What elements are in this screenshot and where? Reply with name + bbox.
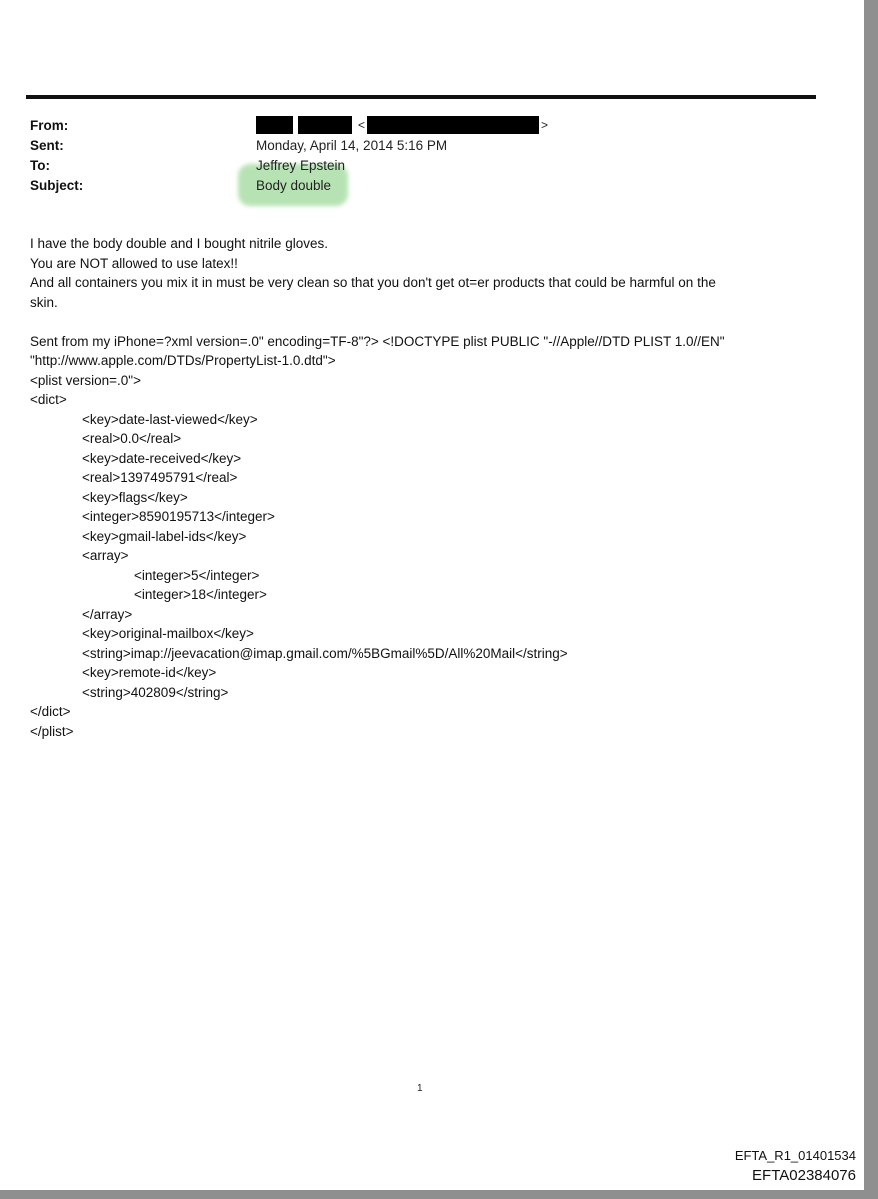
body-line: <array> xyxy=(82,548,129,563)
redaction-bar xyxy=(367,116,539,134)
sent-label: Sent: xyxy=(30,138,64,153)
body-line: <key>remote-id</key> xyxy=(82,665,217,680)
body-line: skin. xyxy=(30,295,58,310)
body-line: </plist> xyxy=(30,724,74,739)
body-line: </array> xyxy=(82,607,133,622)
page-edge-right xyxy=(864,0,878,1199)
body-line: Sent from my iPhone=?xml version=.0" encoding=TF-8"?> <!DOCTYPE plist PUBLIC "-//Apple//DTD PLIST 1.0//EN" xyxy=(30,334,725,349)
sent-value: Monday, April 14, 2014 5:16 PM xyxy=(256,138,448,153)
to-label: To: xyxy=(30,158,50,173)
body-line: <string>imap://jeevacation@imap.gmail.com/%5BGmail%5D/All%20Mail</string> xyxy=(82,646,568,661)
body-line: <key>flags</key> xyxy=(82,490,188,505)
body-line: "http://www.apple.com/DTDs/PropertyList-1.0.dtd"> xyxy=(30,353,336,368)
body-line: <key>date-last-viewed</key> xyxy=(82,412,258,427)
subject-value: Body double xyxy=(256,178,332,193)
header-rule xyxy=(26,95,816,99)
body-line: <real>1397495791</real> xyxy=(82,470,238,485)
from-label: From: xyxy=(30,118,69,133)
body-line: <integer>5</integer> xyxy=(134,568,260,583)
subject-label: Subject: xyxy=(30,178,84,193)
from-close-bracket: > xyxy=(541,118,549,132)
page-number: 1 xyxy=(417,1083,423,1094)
body-line: You are NOT allowed to use latex!! xyxy=(30,256,238,271)
body-line: I have the body double and I bought nitrile gloves. xyxy=(30,236,328,251)
body-line: <plist version=.0"> xyxy=(30,373,141,388)
body-line: And all containers you mix it in must be very clean so that you don't get ot=er products that could be harmful on the xyxy=(30,275,716,290)
from-open-bracket: < xyxy=(358,118,366,132)
bates-number-secondary: EFTA02384076 xyxy=(752,1167,856,1184)
body-line: <dict> xyxy=(30,392,67,407)
body-line: <integer>18</integer> xyxy=(134,587,267,602)
body-line: <key>gmail-label-ids</key> xyxy=(82,529,247,544)
body-line: <string>402809</string> xyxy=(82,685,229,700)
redaction-bar xyxy=(298,116,352,134)
redaction-bar xyxy=(256,116,293,134)
body-line: <key>original-mailbox</key> xyxy=(82,626,254,641)
body-line: </dict> xyxy=(30,704,71,719)
body-line: <key>date-received</key> xyxy=(82,451,242,466)
page-edge-bottom xyxy=(0,1190,878,1199)
body-line: <real>0.0</real> xyxy=(82,431,182,446)
to-value: Jeffrey Epstein xyxy=(256,158,346,173)
body-line: <integer>8590195713</integer> xyxy=(82,509,275,524)
bates-number-primary: EFTA_R1_01401534 xyxy=(734,1148,856,1163)
